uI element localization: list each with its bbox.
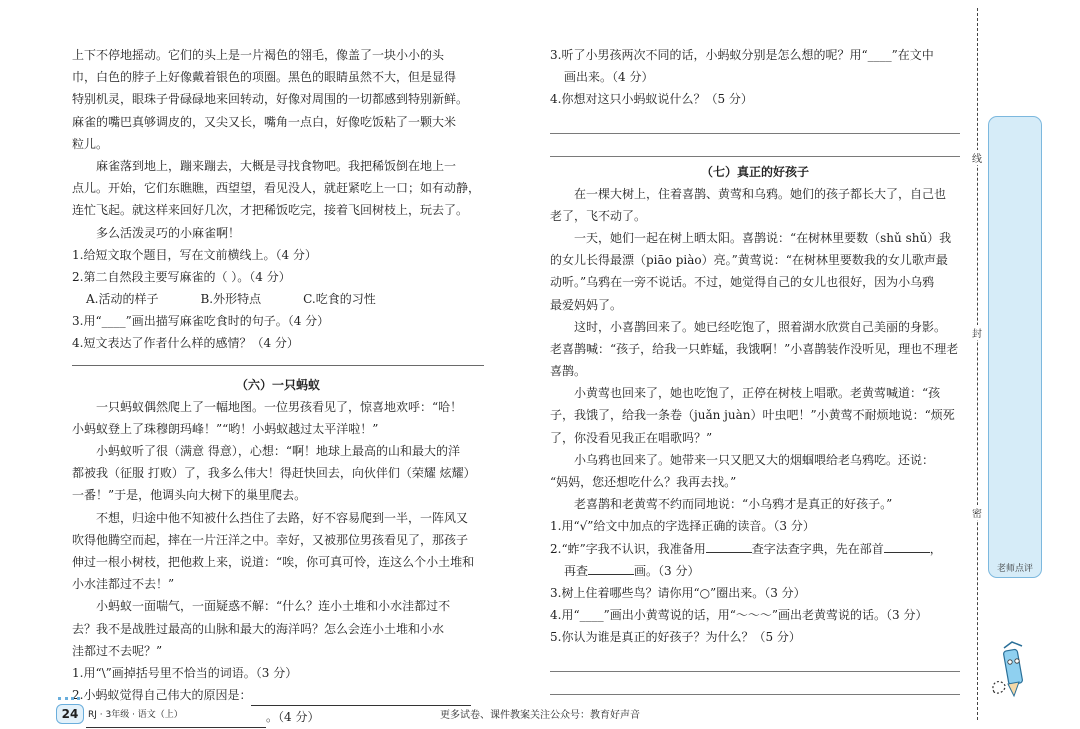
text-line: 一天，她们一起在树上晒太阳。喜鹊说：“在树林里要数（shǔ shǔ）我 [574,230,952,245]
text-line: 麻雀落到地上，蹦来蹦去，大概是寻找食物吧。我把稀饭倒在地上一 [96,158,457,173]
right-column [550,44,960,695]
text-line: 洼都过不去呢？” [72,643,163,658]
ant-q2-cont: 。（4 分） [72,706,484,728]
text-line: 画出来。（4 分） [564,70,654,85]
passage-sparrow-last: 多么活泼灵巧的小麻雀啊！ [96,225,241,240]
text-line: 小乌鸦也回来了。她带来一只又肥又大的烟蝈喂给老乌鸦吃。还说： [574,452,935,467]
section-6-title: （六）一只蚂蚁 [235,377,320,392]
text-line: 小蚂蚁一面喘气，一面疑惑不解：“什么？连小土堆和小水洼都过不 [96,599,451,614]
good-child-q3: 3.树上住着哪些鸟？请你用“○”圈出来。（3 分） [550,585,806,600]
text-line: 一番！”于是，他调头向大树下的巢里爬去。 [72,488,307,503]
ant-q2: 2.小蚂蚁觉得自己伟大的原因是： [72,684,484,706]
answer-blank[interactable] [884,538,930,553]
binding-dashed-line [977,8,978,720]
text-line: 老了，飞不动了。 [550,208,647,223]
text-line: 老喜鹊和老黄莺不约而同地说：“小乌鸦才是真正的好孩子。” [574,497,893,512]
sparrow-questions [72,244,484,288]
pencil-mascot-icon [988,640,1034,700]
text-line: 最爱妈妈了。 [550,297,623,312]
binding-label-line: 线 [970,150,984,165]
ant-q1: 1.用“\”画掉括号里不恰当的词语。（3 分） [72,665,298,680]
binding-label-seal: 封 [970,325,984,340]
sparrow-questions-b [72,310,484,354]
text-line: 1.给短文取个题目，写在文前横线上。（4 分） [72,247,317,262]
text-line: 都被我（征服 打败）了，我多么伟大！得赶快回去，向伙伴们（荣耀 炫耀） [72,466,476,481]
text-line: 粒儿。 [72,136,109,151]
text-line: 在一棵大树上，住着喜鹊、黄莺和乌鸦。她们的孩子都长大了，自己也 [574,186,947,201]
text-line: 巾，白色的脖子上好像戴着银色的项圈。黑色的眼睛虽然不大，但是显得 [72,70,457,85]
answer-line[interactable] [550,672,960,695]
text-line: 这时，小喜鹊回来了。她已经吃饱了，照着湖水欣赏自己美丽的身影。 [574,319,947,334]
text-line: 了，你没看见我正在唱歌吗？” [550,430,713,445]
text-line: 上下不停地摇动。它们的头上是一片褐色的翎毛，像盖了一块小小的头 [72,48,445,62]
option-a[interactable]: A.活动的样子 [86,292,159,307]
option-c[interactable]: C.吃食的习性 [303,292,376,307]
passage-sparrow-para2 [72,155,484,222]
text-line: 子，我饿了，给我一条卷（juǎn juàn）叶虫吧！”小黄莺不耐烦地说：“烦死 [550,408,955,423]
section-divider [72,365,484,366]
text-line: 的女儿长得最漂（piāo piào）亮。”黄莺说：“在树林里要数我的女儿歌声最 [550,253,948,268]
left-column [72,44,484,728]
ant-q3 [550,44,960,88]
text-line: 去？我不是战胜过最高的山脉和最大的海洋吗？怎么会连小土堆和小水 [72,621,445,636]
answer-line[interactable] [550,134,960,157]
teacher-comment-panel[interactable] [988,116,1042,578]
text-line: 小蚂蚁登上了珠穆朗玛峰！”“哟！小蚂蚁越过太平洋啦！” [72,421,379,436]
text-line: 喜鹊。 [550,364,587,379]
text-line: 麻雀的嘴巴真够调皮的，又尖又长，嘴角一点白，好像吃饭粘了一颗大米 [72,114,457,129]
text-line: “妈妈，您还想吃什么？我再去找。” [550,475,737,489]
answer-blank[interactable] [588,560,634,575]
good-child-q2-cont: 再查 画。（3 分） [550,560,960,582]
answer-line[interactable] [550,649,960,672]
text-line: 2.第二自然段主要写麻雀的（ ）。（4 分） [72,269,291,284]
text-line: 一只蚂蚁偶然爬上了一幅地图。一位男孩看见了，惊喜地欢呼：“哈！ [96,399,463,414]
text-line: 不想，归途中他不知被什么挡住了去路，好不容易爬到一半，一阵风又 [96,510,469,525]
good-child-q2: 2.“蚱”字我不认识，我准备用 查字法查字典，先在部首 ， [550,538,960,560]
binding-label-secret: 密 [970,505,984,520]
good-child-q1: 1.用“√”给文中加点的字选择正确的读音。（3 分） [550,519,815,534]
text-line: 吹得他腾空而起，摔在一片汪洋之中。幸好，又被那位男孩看见了，那孩子 [72,532,469,547]
text-line: 小黄莺也回来了，她也吃饱了，正停在树枝上唱歌。老黄莺喊道：“孩 [574,386,941,401]
section-7-title: （七）真正的好孩子 [700,164,809,179]
good-child-q4: 4.用“____”画出小黄莺说的话，用“～～～”画出老黄莺说的话。（3 分） [550,608,928,623]
teacher-comment-label: 老师点评 [996,564,1033,574]
text-line: 3.听了小男孩两次不同的话，小蚂蚁分别是怎么想的呢？用“____”在文中 [550,48,934,62]
text-line: 特别机灵，眼珠子骨碌碌地来回转动，好像对周围的一切都感到特别新鲜。 [72,92,469,107]
sparrow-q2-options [72,288,484,310]
text-line: 3.用“____”画出描写麻雀吃食时的句子。（4 分） [72,314,330,329]
text-line: 动听。”乌鸦在一旁不说话。不过，她觉得自己的女儿也很好，因为小乌鸦 [550,275,935,290]
passage-ant [72,396,484,662]
good-child-q5: 5.你认为谁是真正的好孩子？为什么？（5 分） [550,630,801,645]
answer-blank[interactable] [251,689,471,706]
answer-line[interactable] [550,111,960,134]
footer-notice: 更多试卷、课件教案关注公众号：教育好声音 [440,710,640,721]
passage-good-child [550,183,960,516]
text-line: 4.短文表达了作者什么样的感情？（4 分） [72,336,299,351]
passage-sparrow [72,44,484,155]
book-label: RJ · 3年级 · 语文（上） [88,710,183,720]
text-line: 点儿。开始，它们东瞧瞧，西望望，看见没人，就赶紧吃上一口；如有动静， [72,181,481,196]
text-line: 小蚂蚁听了很（满意 得意），心想：“啊！地球上最高的山和最大的洋 [96,444,460,458]
text-line: 老喜鹊喊：“孩子，给我一只蚱蜢，我饿啊！”小喜鹊装作没听见，理也不理老 [550,341,959,356]
text-line: 连忙飞起。就这样来回好几次，才把稀饭吃完，接着飞回树枝上，玩去了。 [72,203,469,218]
option-b[interactable]: B.外形特点 [200,292,262,307]
answer-blank[interactable] [706,538,752,553]
text-line: 伸过一根小树枝，把他救上来，说道：“唉，你可真可怜，连这么个小土堆和 [72,554,475,569]
page-number: 24 [56,704,84,724]
ant-q4: 4.你想对这只小蚂蚁说什么？（5 分） [550,92,753,107]
text-line: 小水洼都过不去！” [72,577,175,592]
